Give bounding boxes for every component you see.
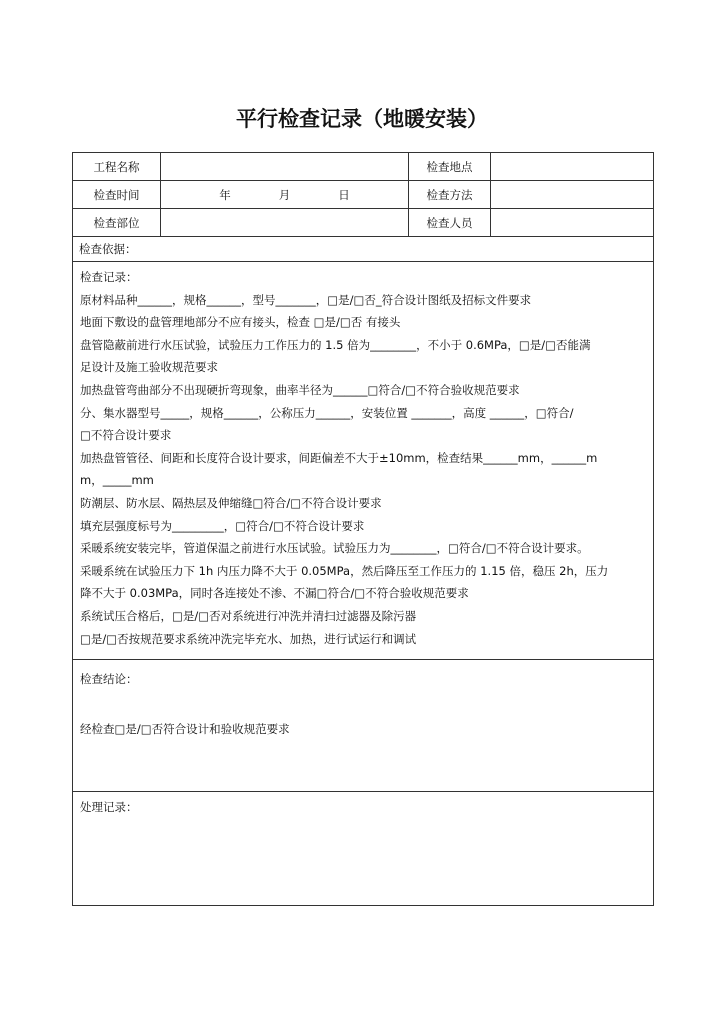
project-name-label: 工程名称: [73, 153, 161, 181]
record-lines: [80, 289, 646, 651]
record-line: 盘管隐蔽前进行水压试验，试验压力工作压力的 1.5 倍为________，不小于 0.6MPa，□是/□否能满: [80, 337, 591, 352]
method-label: 检查方法: [409, 181, 491, 209]
handling-cell[interactable]: [73, 792, 654, 906]
time-label: 检查时间: [73, 181, 161, 209]
basis-label: 检查依据：: [79, 242, 137, 256]
record-line: 足设计及施工验收规范要求: [80, 360, 218, 375]
basis-cell[interactable]: [73, 237, 654, 262]
record-line: 系统试压合格后，□是/□否对系统进行冲洗并清扫过滤器及除污器: [80, 608, 417, 623]
handling-label: 处理记录：: [80, 800, 138, 814]
page-title: 平行检查记录（地暖安装）: [236, 107, 488, 131]
location-label: 检查地点: [409, 153, 491, 181]
record-line: 防潮层、防水层、隔热层及伸缩缝□符合/□不符合设计要求: [80, 495, 382, 510]
date-field[interactable]: [161, 181, 409, 209]
record-line: 加热盘管管径、间距和长度符合设计要求，间距偏差不大于±10mm，检查结果______mm，______m: [80, 450, 598, 465]
location-field[interactable]: [491, 153, 654, 181]
record-line: □不符合设计要求: [80, 428, 172, 443]
record-label: 检查记录：: [80, 270, 138, 284]
part-field[interactable]: [161, 209, 409, 237]
month-label: 月: [278, 187, 291, 202]
record-cell[interactable]: [73, 262, 654, 660]
project-name-field[interactable]: [161, 153, 409, 181]
record-line: 地面下敷设的盘管理地部分不应有接头，检查 □是/□否 有接头: [80, 315, 401, 330]
record-line: 采暖系统安装完毕，管道保温之前进行水压试验。试验压力为________，□符合/□不符合设计要求。: [80, 541, 589, 556]
day-label: 日: [338, 187, 350, 202]
record-line: 采暖系统在试验压力下 1h 内压力降不大于 0.05MPa，然后降压至工作压力的 1.15 倍，稳压 2h，压力: [80, 563, 609, 578]
record-line: 填充层强度标号为_________，□符合/□不符合设计要求: [80, 518, 365, 533]
year-label: 年: [219, 187, 231, 202]
record-line: m，_____mm: [80, 473, 154, 488]
part-label: 检查部位: [73, 209, 161, 237]
inspector-label: 检查人员: [409, 209, 491, 237]
record-line: 分、集水器型号_____，规格______，公称压力______，安装位置 _______，高度 ______，□符合/: [80, 405, 574, 420]
method-field[interactable]: [491, 181, 654, 209]
record-line: 原材料品种______，规格______，型号_______，□是/□否_符合设计图纸及招标文件要求: [80, 292, 532, 307]
conclusion-label: 检查结论：: [80, 672, 138, 686]
record-line: 降不大于 0.03MPa，同时各连接处不渗、不漏□符合/□不符合验收规范要求: [80, 586, 469, 601]
conclusion-cell[interactable]: [73, 660, 654, 792]
inspector-field[interactable]: [491, 209, 654, 237]
record-line: 加热盘管弯曲部分不出现硬折弯现象，曲率半径为______□符合/□不符合验收规范要求: [80, 382, 520, 397]
record-line: □是/□否按规范要求系统冲洗完毕充水、加热，进行试运行和调试: [80, 631, 417, 646]
inspection-form: [72, 152, 654, 906]
conclusion-text: 经检查□是/□否符合设计和验收规范要求: [80, 721, 290, 736]
